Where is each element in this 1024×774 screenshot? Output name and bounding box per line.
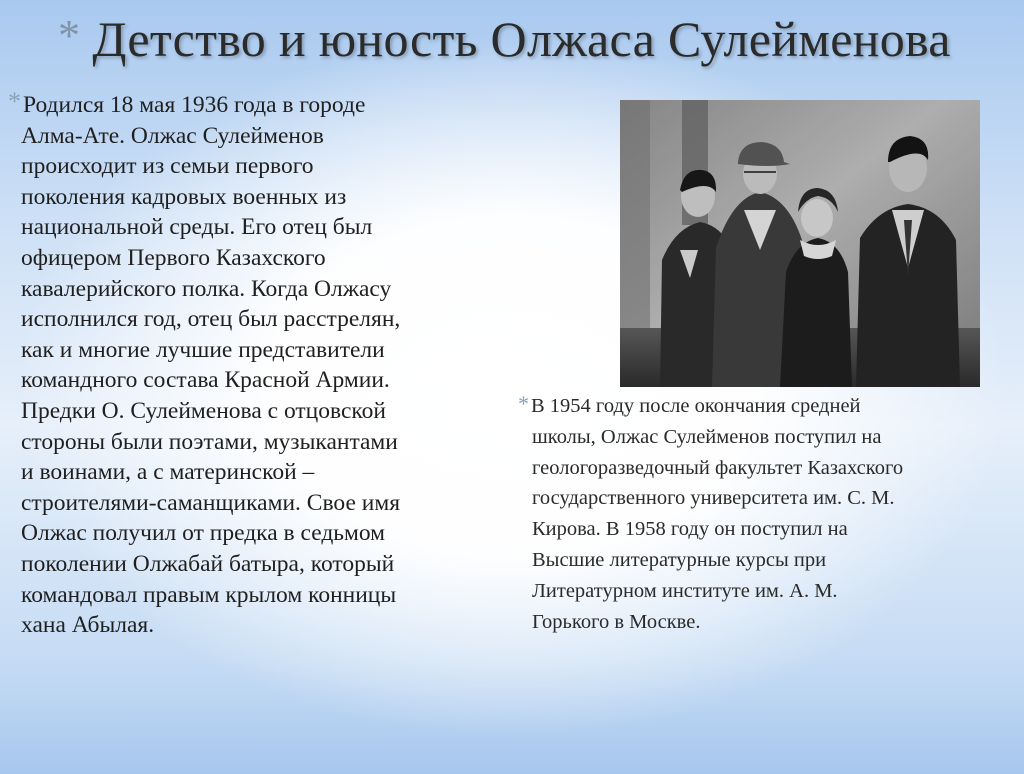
title-bullet-icon: * [58, 11, 81, 60]
left-line: строителями-саманщиками. Свое имя [21, 489, 401, 516]
left-line: происходит из семьи первого [21, 153, 314, 180]
right-education-paragraph [518, 391, 998, 637]
title-text: Детство и юность Олжаса Сулейменова [92, 11, 951, 67]
left-line: национальной среды. Его отец был [21, 214, 373, 241]
slide-title [58, 6, 951, 72]
left-line: поколения кадровых военных из [21, 183, 347, 210]
right-line: Горького в Москве. [532, 610, 701, 633]
left-line: кавалерийского полка. Когда Олжасу [21, 275, 392, 302]
right-line: В 1954 году после окончания средней [531, 395, 861, 417]
left-line: командного состава Красной Армии. [21, 367, 390, 394]
right-line: школы, Олжас Сулейменов поступил на [532, 425, 882, 448]
left-paragraph-body [8, 87, 498, 641]
right-paragraph-body [518, 391, 998, 637]
right-bullet-icon: * [518, 391, 529, 416]
left-line: исполнился год, отец был расстрелян, [21, 306, 401, 333]
left-line: Алма-Ате. Олжас Сулейменов [21, 122, 324, 149]
group-photo [620, 100, 980, 387]
right-line: Кирова. В 1958 году он поступил на [532, 518, 848, 541]
left-bullet-icon: * [8, 87, 21, 116]
right-line: геологоразведочный факультет Казахского [532, 456, 904, 479]
left-line: Олжас получил от предка в седьмом [21, 520, 386, 547]
group-photo-image [620, 100, 980, 387]
left-line: офицером Первого Казахского [21, 244, 326, 271]
right-line: государственного университета им. С. М. [532, 487, 895, 510]
left-line: хана Абылая. [21, 612, 155, 639]
left-line: командовал правым крылом конницы [21, 581, 397, 608]
left-line: стороны были поэтами, музыкантами [21, 428, 398, 455]
right-line: Высшие литературные курсы при [532, 548, 827, 571]
left-line: как и многие лучшие представители [21, 336, 385, 363]
left-line: поколении Олжабай батыра, который [21, 550, 395, 577]
left-line: Предки О. Сулейменова с отцовской [21, 397, 386, 424]
left-line: и воинами, а с материнской – [21, 459, 315, 486]
left-line: Родился 18 мая 1936 года в городе [23, 92, 366, 118]
left-bio-paragraph [8, 87, 498, 641]
right-line: Литературном институте им. А. М. [532, 579, 838, 602]
